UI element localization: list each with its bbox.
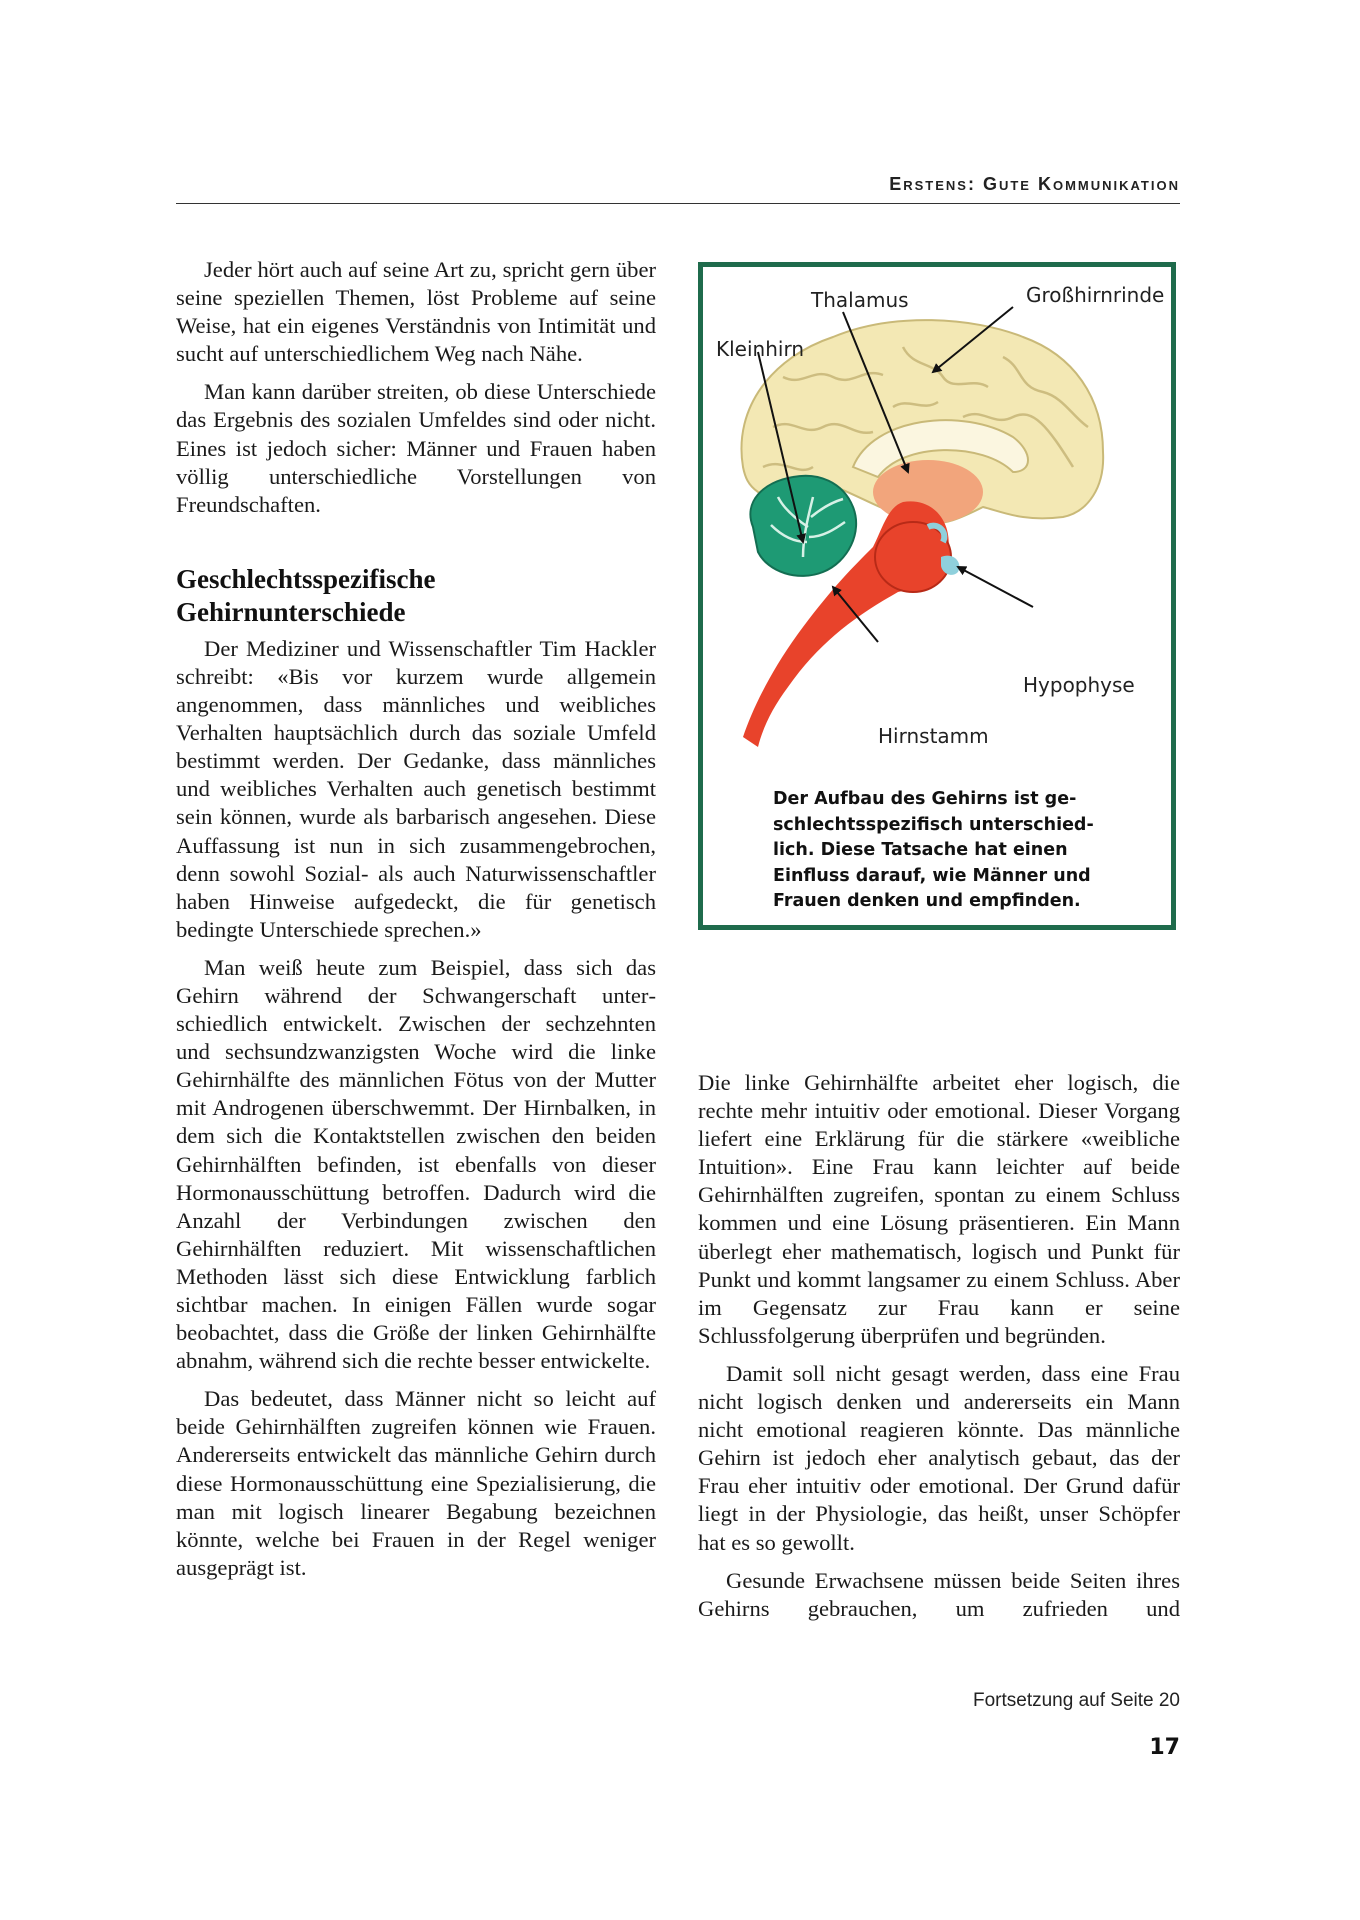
left-column bbox=[176, 256, 656, 1592]
paragraph: Die linke Gehirnhälfte arbeitet eher logisch, die rechte mehr intuitiv oder emotional. Dieser Vorgang liefert eine Erklärung für die stärkere «weibliche Intuition». Eine Frau kann leichter auf beide Gehirnhälften zugreifen, spontan zu einem Schluss kommen und eine Lösung präsentieren. Ein Mann überlegt eher mathematisch, logisch und Punkt für Punkt und kommt langsamer zu einem Schluss. Aber im Gegensatz zur Frau kann er seine Schlussfolgerung überprüfen und begründen. bbox=[698, 1070, 1180, 1348]
page-number: 17 bbox=[1149, 1735, 1180, 1760]
right-column bbox=[698, 1069, 1180, 1633]
figure-caption: Der Aufbau des Gehirns ist geschlechtsspezifisch unterschiedlich. Diese Tatsache hat einen Einfluss darauf, wie Männer und Frauen denken und empfinden. bbox=[773, 789, 1094, 912]
running-head: Erstens: Gute Kommunikation bbox=[889, 174, 1180, 194]
pons-shape bbox=[875, 522, 951, 592]
label-hypophyse: Hypophyse bbox=[1023, 673, 1135, 697]
paragraph: Man weiß heute zum Beispiel, dass sich das Gehirn während der Schwangerschaft unterschiedlich entwickelt. Zwischen der sechzehnten und sechsundzwanzigsten Woche wird die linke Gehirnhälfte des männlichen Fötus von der Mutter mit Androgenen überschwemmt. Der Hirnbalken, in dem sich die Kontaktstellen zwischen den beiden Gehirnhälften befinden, ist ebenfalls von dieser Hormonausschüttung betroffen. Dadurch wird die Anzahl der Verbindungen zwischen den Gehirnhälften reduziert. Mit wissenschaftlichen Methoden lässt sich diese Entwicklung farblich sichtbar machen. In einigen Fällen wurde sogar beobachtet, dass die Größe der linken Gehirnhälfte abnahm, während sich die rechte besser entwickelte. bbox=[176, 954, 656, 1374]
paragraph: Jeder hört auch auf seine Art zu, spricht gern über seine speziellen Themen, löst Probleme auf seine Weise, hat ein eigenes Verständnis von Intimität und sucht auf unterschiedlichem Weg nach Nähe. bbox=[176, 257, 656, 367]
brain-figure bbox=[698, 262, 1176, 930]
continued-note: Fortsetzung auf Seite 20 bbox=[972, 1690, 1180, 1711]
paragraph: Gesunde Erwachsene müssen beide Seiten ihres Gehirns gebrauchen, um zufrieden und bbox=[698, 1567, 1180, 1621]
paragraph: Man kann darüber streiten, ob diese Unterschiede das Ergebnis des sozialen Umfeldes sind oder nicht. Eines ist jedoch sicher: Männer und Frauen haben völlig unterschiedliche Vorstellungen von Freundschaften. bbox=[176, 379, 656, 517]
label-kleinhirn: Kleinhirn bbox=[716, 337, 804, 361]
section-heading: Geschlechtsspezifische Gehirnunterschiede bbox=[176, 563, 436, 627]
header-rule bbox=[176, 203, 1180, 204]
label-hirnstamm: Hirnstamm bbox=[878, 724, 989, 748]
label-thalamus: Thalamus bbox=[811, 288, 909, 312]
paragraph: Das bedeutet, dass Männer nicht so leicht auf beide Gehirnhälften zugreifen können wie Frauen. Andererseits entwickelt das männliche Gehirn durch diese Hormonausschüttung eine Spezialisierung, die man mit logisch linearer Begabung bezeichnen könnte, welche bei Frauen in der Regel weniger ausgeprägt ist. bbox=[176, 1386, 656, 1580]
label-grosshirnrinde: Großhirnrinde bbox=[1026, 283, 1165, 307]
paragraph: Der Mediziner und Wissenschaftler Tim Hackler schreibt: «Bis vor kurzem wurde allgemein angenommen, dass männliches und weibliches Verhalten hauptsächlich durch das soziale Umfeld bestimmt werden. Der Gedanke, dass männliches und weibliches Verhalten auch genetisch bestimmt sein können, wurde als barbarisch angesehen. Diese Auffassung ist nun in sich zusammengebrochen, denn sowohl Sozial- als auch Naturwissenschaftler haben Hinweise aufgedeckt, die für genetisch bedingte Unterschiede sprechen.» bbox=[176, 635, 656, 942]
paragraph: Damit soll nicht gesagt werden, dass eine Frau nicht logisch denken und andererseits ein Mann nicht emotional reagieren könnte. Das männliche Gehirn ist jedoch eher analytisch gebaut, das der Frau eher intuitiv oder emotional. Der Grund dafür liegt in der Physiologie, das heißt, unser Schöpfer hat es so gewollt. bbox=[698, 1360, 1180, 1555]
